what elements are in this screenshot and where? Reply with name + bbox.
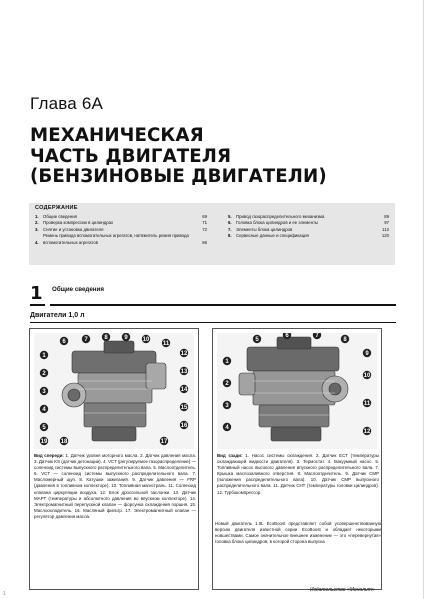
- toc-item-number: 5.: [228, 214, 232, 219]
- toc-item-number: 6.: [228, 220, 232, 226]
- table-of-contents: [29, 203, 395, 265]
- toc-item-number: 1.: [35, 214, 39, 219]
- callout-number: 3: [42, 389, 46, 395]
- toc-item-text: Общие сведения: [43, 214, 77, 219]
- chapter-title: [30, 126, 400, 188]
- toc-item-text: Проверка компрессии в цилиндрах: [43, 220, 114, 226]
- publisher-name: Издательство «Монолит»: [310, 587, 375, 593]
- callout-number: 12: [180, 351, 188, 357]
- figure-rear-view: [212, 328, 382, 590]
- figure-caption: [217, 453, 379, 496]
- toc-item-page: 86: [202, 239, 207, 245]
- toc-item[interactable]: [35, 233, 207, 246]
- caption-text: 1. Насос системы охлаждения. 2. Датчик ECT (температуры охлаждающей жидкости двигателя). 3. Термостат. 4. Вакуумный насос. 5. Топливный насос высокого давления впускного распределительного вала. 7. Крышка маслозаливного отверстия. 8. Маслоотделитель. 9. Датчик CMP (положения распределительного вала). 10. Датчик CMP выпускного распределительного вала. 11. Датчик CHT (температуры головки цилиндров). 12. Турбокомпрессор.: [217, 453, 379, 495]
- caption-text: 1. Датчик уровня моторного масла. 2. Датчик давления масла. 3. Датчик KS (датчик детонации). 4. VCT (регулируемое газораспределение) — соленоид системы выпускного распределительного вала. 5. Маслоотделитель. 6. VCT — соленоид системы выпускного распределительного вала. 7. Масломерный щуп. 8. Катушки зажигания. 9. Датчик давления — FRP (давления в топливном коллекторе). 10. Топливная магистраль. 11. Соленоид клапана циркуляции воздуха. 12. Блок дроссельной заслонки. 13. Датчик MAPT (температуры и абсолютного давления во впускном коллекторе). 14. Электромагнитный перепускной клапан — форсунка охлаждения поршня. 15. Маслоохладитель. 16. Масляный фильтр. 17. Электромагнитный клапан — регулятор давления масла.: [34, 453, 196, 519]
- toc-item-text: Элементы блока цилиндров: [236, 226, 293, 232]
- title-line: ЧАСТЬ ДВИГАТЕЛЯ: [30, 145, 232, 167]
- callout-number: 8: [104, 335, 108, 341]
- toc-item-text: Снятие и установка двигателя: [43, 226, 104, 232]
- toc-column-left: [35, 214, 207, 246]
- toc-item-text: Ремень привода вспомогательных агрегатов, натяжитель ремня привода вспомогательных агрегатов: [43, 233, 189, 245]
- callout-number: 11: [162, 341, 170, 347]
- callout-number: 10: [363, 373, 371, 379]
- section-rule: [30, 304, 45, 306]
- callout-number: 1: [225, 359, 229, 365]
- toc-item-page: 69: [202, 214, 207, 219]
- chapter-label: Глава 6A: [30, 94, 104, 113]
- toc-item-number: 2.: [35, 220, 39, 226]
- callout-number: 2: [42, 371, 46, 377]
- callout-number: 2: [225, 381, 229, 387]
- toc-item[interactable]: [228, 233, 389, 239]
- callout-number: 7: [84, 337, 88, 343]
- figure-front-view: [29, 328, 199, 590]
- callout-number: 12: [363, 429, 371, 435]
- toc-item-number: 4.: [35, 239, 39, 245]
- callout-number: 10: [142, 337, 150, 343]
- subsection-heading: Двигатели 1,0 л: [30, 312, 85, 319]
- caption-label: Вид сзади:: [217, 453, 243, 458]
- toc-item-page: 120: [381, 233, 389, 239]
- body-paragraph: Новый двигатель 1.0L EcoBoost представляет собой усовершенствованную версию двигателя известной серии EcoBoost и обладает некоторыми новшествами. Самое значительное внешнее изменение — это «перевернутая» головка блока цилиндров, в которой сторона выпуска: [215, 521, 381, 545]
- callout-number: 16: [180, 423, 188, 429]
- title-line: МЕХАНИЧЕСКАЯ: [30, 125, 204, 146]
- section-title: Общие сведения: [52, 286, 104, 293]
- callout-number: 19: [40, 439, 48, 445]
- callout-number: 9: [365, 351, 369, 357]
- toc-item-page: 89: [384, 214, 389, 219]
- toc-item-number: 8.: [228, 233, 232, 239]
- callout-number: 4: [225, 425, 229, 431]
- page-number: 1: [3, 591, 6, 597]
- callout-number: 7: [315, 333, 319, 339]
- callout-number: 8: [343, 337, 347, 343]
- section-rule: [50, 304, 396, 306]
- toc-item-number: 3.: [35, 226, 39, 232]
- callout-number: 1: [42, 353, 46, 359]
- callout-number: 3: [225, 403, 229, 409]
- engine-rear-illustration: [217, 333, 377, 449]
- figure-caption: [34, 453, 196, 520]
- callout-number: 6: [62, 339, 66, 345]
- callout-number: 18: [60, 439, 68, 445]
- section-header: [30, 281, 396, 305]
- subsection-rule: [30, 322, 396, 323]
- callout-number: 15: [180, 405, 188, 411]
- callout-number: 4: [42, 407, 46, 413]
- toc-heading: СОДЕРЖАНИЕ: [35, 205, 78, 211]
- toc-item-number: 7.: [228, 226, 232, 232]
- toc-item-text: Сервисные данные и спецификация: [236, 233, 309, 239]
- toc-item-text: Привод газораспределительного механизма: [236, 214, 325, 219]
- callout-number: 6: [285, 333, 289, 339]
- callout-number: 17: [160, 439, 168, 445]
- toc-column-right: [228, 214, 389, 240]
- callout-number: 11: [363, 401, 371, 407]
- callout-number: 13: [180, 369, 188, 375]
- toc-item-page: 71: [202, 220, 207, 226]
- callout-number: 9: [124, 335, 128, 341]
- engine-front-illustration: [34, 333, 194, 449]
- toc-item-page: 72: [202, 226, 207, 232]
- callout-number: 5: [255, 337, 259, 343]
- callout-number: 5: [42, 425, 46, 431]
- caption-label: Вид спереди:: [34, 453, 64, 458]
- toc-item-page: 112: [382, 226, 389, 232]
- callout-number: 14: [180, 387, 188, 393]
- title-line: (БЕНЗИНОВЫЕ ДВИГАТЕЛИ): [30, 166, 327, 187]
- toc-item-text: Головка блока цилиндров и ее элементы: [236, 220, 319, 226]
- section-number: 1: [30, 283, 43, 304]
- toc-item-page: 97: [384, 220, 389, 226]
